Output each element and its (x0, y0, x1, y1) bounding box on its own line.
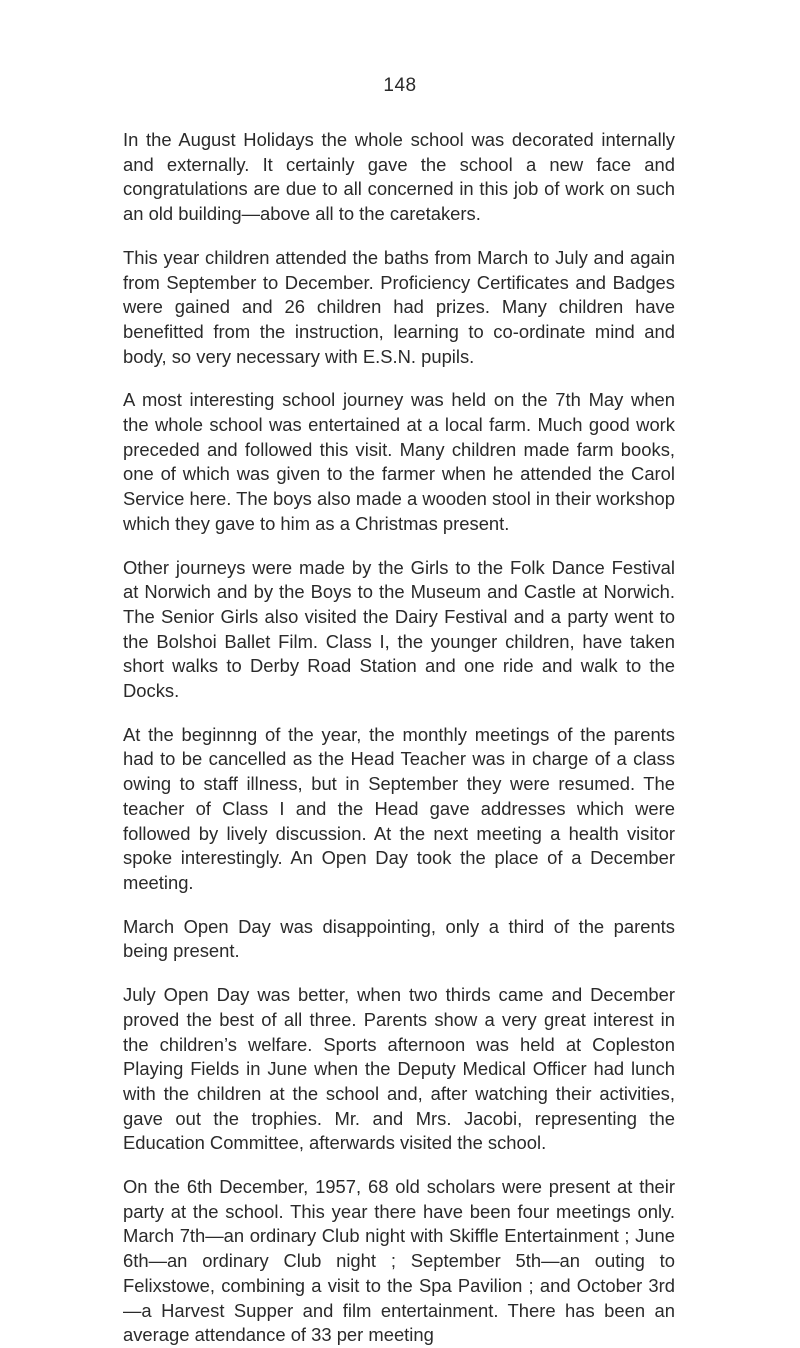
paragraph-decoration: In the August Holidays the whole school was decorated internally and externally. It certainly gave the school a new face and congratulations are due to all concerned in this job of work on such an old building—above all to the caretakers. (123, 129, 675, 225)
body-text (123, 128, 675, 1348)
paragraph-july-open-day: July Open Day was better, when two thirds came and December proved the best of all three. Parents show a very great interest in the children’s welfare. Sports afternoon was held at Copleston Playing Fields in June when the Deputy Medical Officer had lunch with the children at the school and, after watching their activities, gave out the trophies. Mr. and Mrs. Jacobi, representing the Education Committee, afterwards visited the school. (123, 984, 675, 1154)
page-number: 148 (383, 75, 417, 96)
paragraph-other-journeys: Other journeys were made by the Girls to the Folk Dance Festival at Norwich and by the Boys to the Museum and Castle at Norwich. The Senior Girls also visited the Dairy Festival and a party went to the Bolshoi Ballet Film. Class I, the younger children, have taken short walks to Derby Road Station and one ride and walk to the Docks. (123, 556, 675, 702)
paragraph-old-scholars: On the 6th December, 1957, 68 old scholars were present at their party at the school. This year there have been four meetings only. March 7th—an ordinary Club night with Skiffle Entertainment ; June 6th—an ordinary Club night ; September 5th—an outing to Felixstowe, combining a visit to the Spa Pavilion ; and October 3rd—a Harvest Supper and film entertainment. There has been an average attendance of 33 per meeting (123, 1176, 675, 1346)
paragraph-farm-journey: A most interesting school journey was held on the 7th May when the whole school was entertained at a local farm. Much good work preceded and followed this visit. Many children made farm books, one of which was given to the farmer when he attended the Carol Service here. The boys also made a wooden stool in their workshop which they gave to him as a Christmas present. (123, 389, 675, 534)
paragraph-march-open-day: March Open Day was disappointing, only a third of the parents being present. (123, 915, 675, 962)
paragraph-parents-meetings: At the beginnng of the year, the monthly meetings of the parents had to be cancelled as the Head Teacher was in charge of a class owing to staff illness, but in September they were resumed. The teacher of Class I and the Head gave addresses which were followed by lively discussion. At the next meeting a health visitor spoke interestingly. An Open Day took the place of a December meeting. (123, 723, 675, 893)
paragraph-swimming: This year children attended the baths from March to July and again from September to December. Proficiency Certificates and Badges were gained and 26 children had prizes. Many children have benefitted from the instruction, learning to co-ordinate mind and body, so very necessary with E.S.N. pupils. (123, 246, 675, 367)
